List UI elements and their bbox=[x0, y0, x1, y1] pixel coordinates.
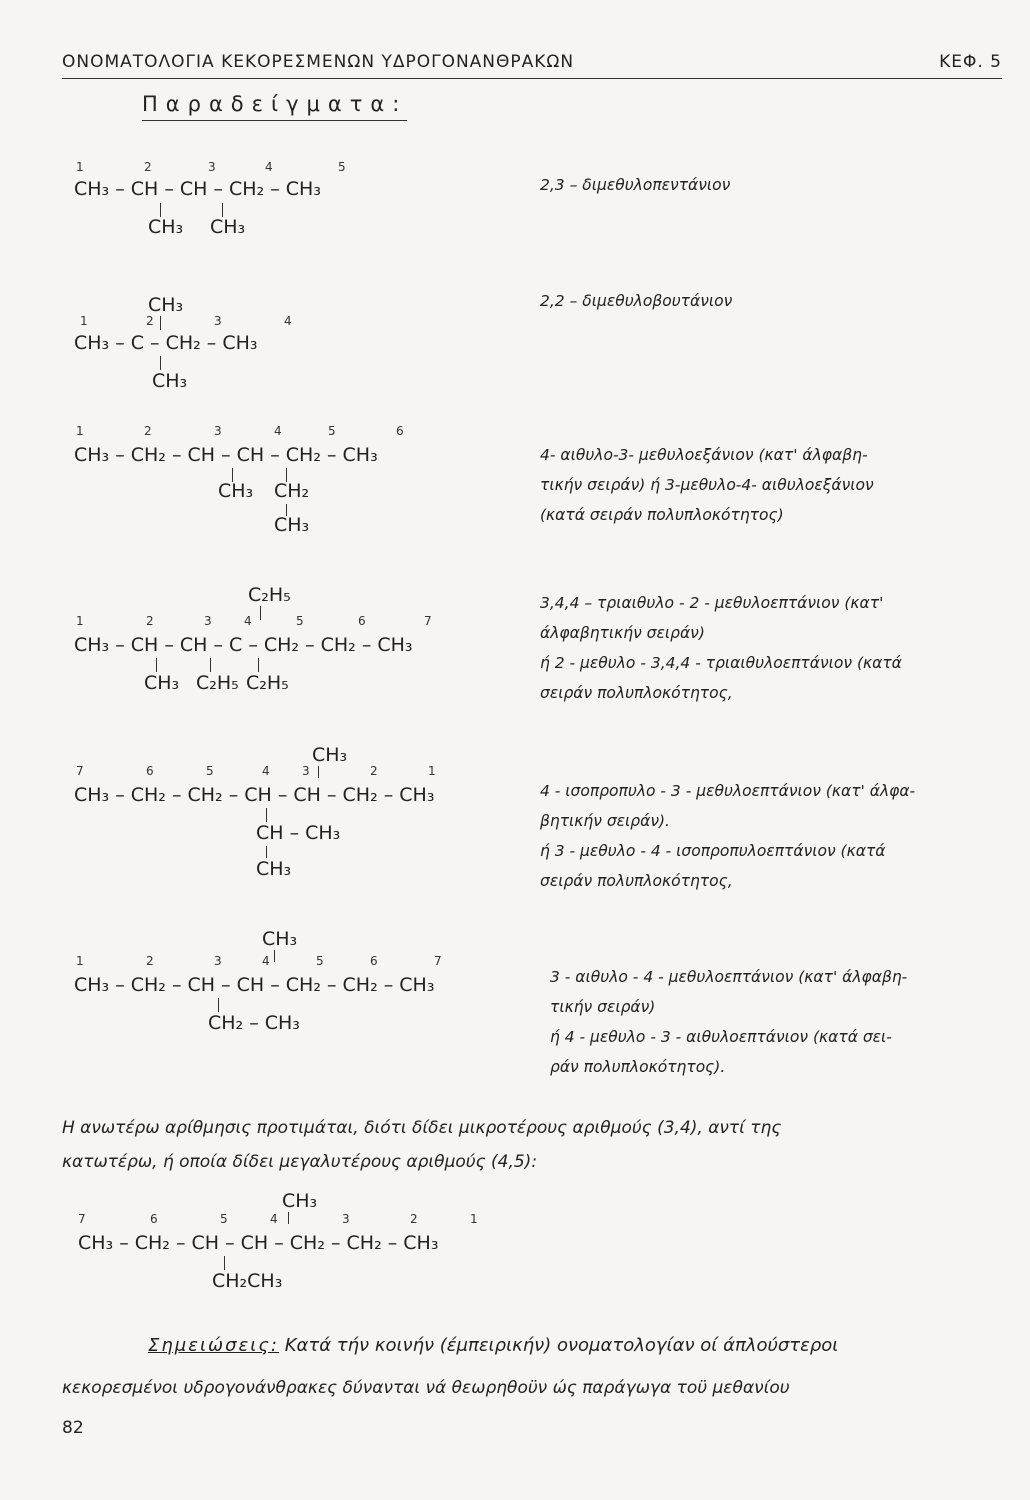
carbon-number: 3 bbox=[302, 764, 310, 778]
branch: CH₃ bbox=[218, 480, 254, 502]
carbon-number: 5 bbox=[206, 764, 214, 778]
carbon-number: 1 bbox=[76, 954, 84, 968]
bond-line bbox=[288, 1212, 289, 1224]
carbon-number: 5 bbox=[328, 424, 336, 438]
bond-line bbox=[160, 203, 161, 217]
main-chain: CH₃ – CH₂ – CH – CH – CH₂ – CH₂ – CH₃ bbox=[78, 1232, 439, 1254]
carbon-number: 3 bbox=[342, 1212, 350, 1226]
main-chain: CH₃ – CH₂ – CH – CH – CH₂ – CH₂ – CH₃ bbox=[74, 974, 435, 996]
main-chain: CH₃ – CH₂ – CH – CH – CH₂ – CH₃ bbox=[74, 444, 378, 466]
page-header bbox=[62, 48, 1002, 79]
chapter-label: ΚΕΦ. 5 bbox=[939, 52, 1002, 72]
carbon-number: 2 bbox=[144, 160, 152, 174]
bond-line bbox=[266, 808, 267, 822]
compound-name: 4- αιθυλο-3- μεθυλοεξάνιον (κατ' άλφαβη- τικήν σειράν) ή 3-μεθυλο-4- αιθυλοεξάνιον (κατά σειράν πολυπλοκότητος) bbox=[540, 446, 874, 524]
carbon-number: 7 bbox=[78, 1212, 86, 1226]
carbon-number: 2 bbox=[144, 424, 152, 438]
paragraph-line: Η ανωτέρω αρίθμησις προτιμάται, διότι δίδει μικροτέρους αριθμούς (3,4), αντί της bbox=[62, 1118, 782, 1138]
top-branch: C₂H₅ bbox=[248, 584, 291, 606]
main-chain: CH₃ – CH₂ – CH₂ – CH – CH – CH₂ – CH₃ bbox=[74, 784, 435, 806]
carbon-number: 1 bbox=[470, 1212, 478, 1226]
branch: CH₃ bbox=[256, 858, 292, 880]
carbon-number: 3 bbox=[214, 314, 222, 328]
carbon-number: 4 bbox=[244, 614, 252, 628]
notes-line-2: κεκορεσμένοι υδρογονάνθρακες δύνανται νά θεωρηθοϋν ώς παράγωγα τοϋ μεθανίου bbox=[62, 1378, 790, 1398]
carbon-number: 6 bbox=[396, 424, 404, 438]
bond-line bbox=[160, 356, 161, 370]
notes-label: Σημειώσεις: bbox=[148, 1335, 279, 1356]
carbon-number: 1 bbox=[76, 424, 84, 438]
carbon-number: 4 bbox=[262, 954, 270, 968]
carbon-number: 5 bbox=[296, 614, 304, 628]
carbon-number: 3 bbox=[214, 954, 222, 968]
carbon-number: 7 bbox=[434, 954, 442, 968]
carbon-number: 6 bbox=[150, 1212, 158, 1226]
branch: CH₃ bbox=[148, 216, 184, 238]
bond-line bbox=[224, 1256, 225, 1270]
branch: C₂H₅ bbox=[196, 672, 239, 694]
bond-line bbox=[210, 658, 211, 672]
bond-line bbox=[274, 950, 275, 962]
branch: C₂H₅ bbox=[246, 672, 289, 694]
branch: CH – CH₃ bbox=[256, 822, 341, 844]
bond-line bbox=[260, 606, 261, 620]
notes-text: Κατά τήν κοινήν (έμπειρικήν) ονοματολογίαν οί άπλούστεροι bbox=[284, 1335, 839, 1356]
bond-line bbox=[222, 203, 223, 217]
page-number: 82 bbox=[62, 1418, 84, 1438]
branch: CH₂ bbox=[274, 480, 310, 502]
carbon-number: 1 bbox=[80, 314, 88, 328]
main-chain: CH₃ – C – CH₂ – CH₃ bbox=[74, 332, 258, 354]
bond-line bbox=[156, 658, 157, 672]
compound-name: 2,3 – διμεθυλοπεντάνιον bbox=[540, 176, 731, 194]
carbon-number: 3 bbox=[204, 614, 212, 628]
bond-line bbox=[318, 766, 319, 778]
carbon-number: 6 bbox=[358, 614, 366, 628]
carbon-number: 7 bbox=[76, 764, 84, 778]
paragraph-line: κατωτέρω, ή οποία δίδει μεγαλυτέρους αριθμούς (4,5): bbox=[62, 1152, 538, 1172]
carbon-number: 5 bbox=[338, 160, 346, 174]
carbon-number: 5 bbox=[220, 1212, 228, 1226]
carbon-number: 1 bbox=[76, 160, 84, 174]
carbon-number: 2 bbox=[370, 764, 378, 778]
carbon-number: 2 bbox=[146, 614, 154, 628]
header-title: ΟΝΟΜΑΤΟΛΟΓΙΑ ΚΕΚΟΡΕΣΜΕΝΩΝ ΥΔΡΟΓΟΝΑΝΘΡΑΚΩΝ bbox=[62, 52, 575, 72]
branch: CH₃ bbox=[274, 514, 310, 536]
carbon-number: 4 bbox=[274, 424, 282, 438]
top-branch: CH₃ bbox=[312, 744, 348, 766]
carbon-number: 6 bbox=[146, 764, 154, 778]
bond-line bbox=[266, 846, 267, 858]
bond-line bbox=[258, 658, 259, 672]
compound-name: 4 - ισοπροπυλο - 3 - μεθυλοεπτάνιον (κατ' άλφα- βητικήν σειράν). ή 3 - μεθυλο - 4 - ισοπροπυλοεπτάνιον (κατά σειράν πολυπλοκότητος, bbox=[540, 782, 916, 890]
branch: CH₃ bbox=[152, 370, 188, 392]
section-title: Παραδείγματα: bbox=[142, 92, 407, 121]
branch: CH₂ – CH₃ bbox=[208, 1012, 300, 1034]
top-branch: CH₃ bbox=[262, 928, 298, 950]
notes-line bbox=[148, 1335, 838, 1356]
branch: CH₂CH₃ bbox=[212, 1270, 283, 1292]
carbon-number: 2 bbox=[146, 314, 154, 328]
carbon-number: 5 bbox=[316, 954, 324, 968]
compound-name: 3,4,4 – τριαιθυλο - 2 - μεθυλοεπτάνιον (κατ' άλφαβητικήν σειράν) ή 2 - μεθυλο - 3,4,4 - τριαιθυλοεπτάνιον (κατά σειράν πολυπλοκότητος, bbox=[540, 594, 902, 702]
carbon-number: 6 bbox=[370, 954, 378, 968]
compound-name: 3 - αιθυλο - 4 - μεθυλοεπτάνιον (κατ' άλφαβη- τικήν σειράν) ή 4 - μεθυλο - 3 - αιθυλοεπτάνιον (κατά σει- ράν πολυπλοκότητος). bbox=[550, 968, 908, 1076]
carbon-number: 1 bbox=[428, 764, 436, 778]
carbon-number: 4 bbox=[284, 314, 292, 328]
branch: CH₃ bbox=[210, 216, 246, 238]
main-chain: CH₃ – CH – CH – C – CH₂ – CH₂ – CH₃ bbox=[74, 634, 413, 656]
carbon-number: 3 bbox=[208, 160, 216, 174]
main-chain: CH₃ – CH – CH – CH₂ – CH₃ bbox=[74, 178, 321, 200]
bond-line bbox=[218, 998, 219, 1012]
carbon-number: 2 bbox=[146, 954, 154, 968]
bond-line bbox=[160, 316, 161, 330]
top-branch: CH₃ bbox=[282, 1190, 318, 1212]
carbon-number: 4 bbox=[262, 764, 270, 778]
top-branch: CH₃ bbox=[148, 294, 184, 316]
carbon-number: 3 bbox=[214, 424, 222, 438]
branch: CH₃ bbox=[144, 672, 180, 694]
carbon-number: 4 bbox=[270, 1212, 278, 1226]
carbon-number: 7 bbox=[424, 614, 432, 628]
carbon-number: 1 bbox=[76, 614, 84, 628]
compound-name: 2,2 – διμεθυλοβουτάνιον bbox=[540, 292, 733, 310]
carbon-number: 2 bbox=[410, 1212, 418, 1226]
carbon-number: 4 bbox=[265, 160, 273, 174]
